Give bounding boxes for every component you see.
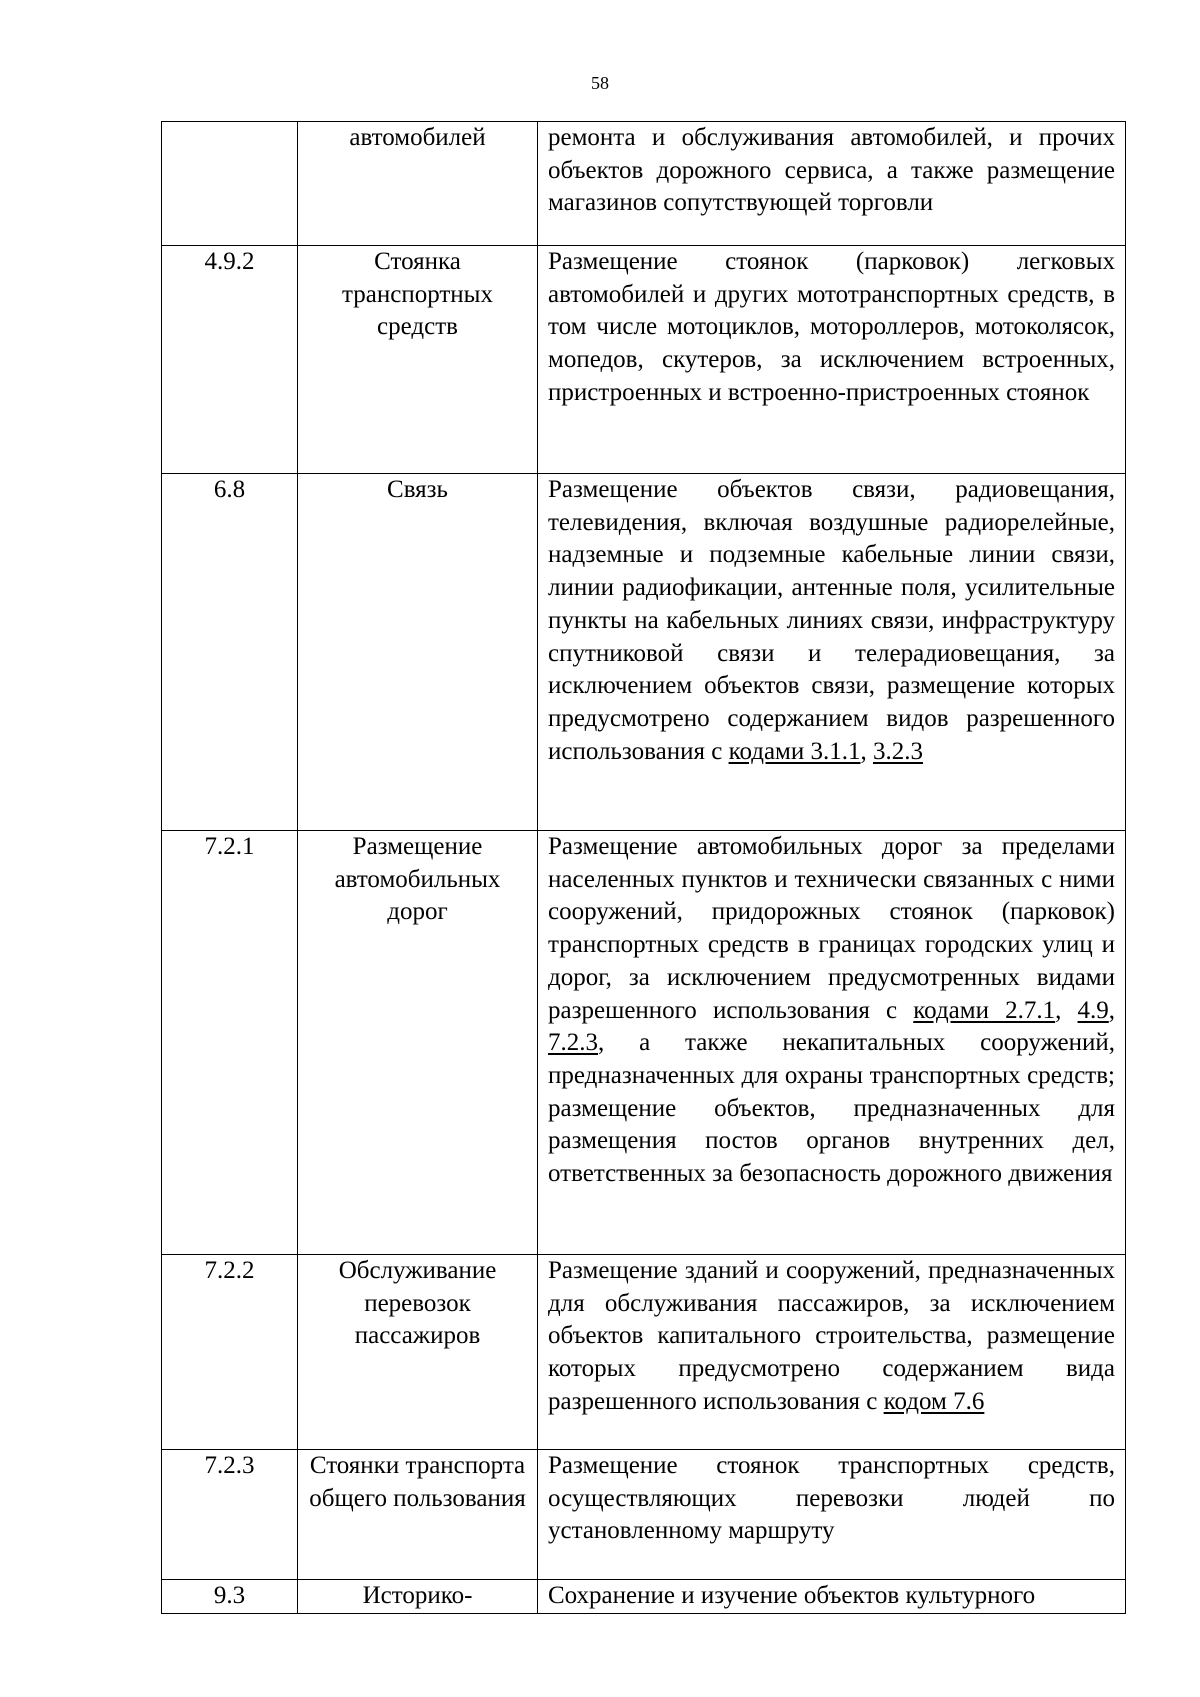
- table-row: [162, 1580, 1126, 1614]
- description-cell: Размещение стоянок (парковок) легковых автомобилей и других мототранспортных средств, в том числе мотоциклов, мотороллеров, мотоколясок, мопедов, скутеров, за исключением встроенных, пристроенных и встроенно-пристроенных стоянок: [538, 246, 1126, 474]
- code-reference-link[interactable]: кодом 7.6: [883, 1387, 985, 1415]
- table-row: [162, 474, 1126, 831]
- name-cell: Историко-: [298, 1580, 538, 1614]
- code-reference-link[interactable]: 7.2.3: [548, 1029, 598, 1057]
- description-cell: Размещение стоянок транспортных средств, осуществляющих перевозки людей по установленному маршруту: [538, 1450, 1126, 1580]
- table-row: [162, 122, 1126, 246]
- description-cell: [538, 474, 1126, 831]
- name-cell: Связь: [298, 474, 538, 831]
- name-cell: Стоянка транспортных средств: [298, 246, 538, 474]
- code-reference-link[interactable]: 3.2.3: [872, 737, 923, 765]
- table-row: [162, 1255, 1126, 1450]
- code-cell: 4.9.2: [162, 246, 298, 474]
- description-separator: ,: [1055, 996, 1078, 1024]
- code-cell: 6.8: [162, 474, 298, 831]
- description-text: , а также некапитальных сооружений, предназначенных для охраны транспортных средств; размещение объектов, предназначенных для размещения постов органов внутренних дел, ответственных за безопасность дорожного движения: [548, 1029, 1115, 1188]
- code-cell: 9.3: [162, 1580, 298, 1614]
- description-cell: [538, 831, 1126, 1255]
- description-cell: [538, 1255, 1126, 1450]
- code-cell: 7.2.3: [162, 1450, 298, 1580]
- table-row: [162, 831, 1126, 1255]
- land-use-table: [161, 121, 1126, 1614]
- code-reference-link[interactable]: кодами 2.7.1: [913, 996, 1056, 1024]
- table-row: [162, 246, 1126, 474]
- name-cell: Обслуживание перевозок пассажиров: [298, 1255, 538, 1450]
- name-cell: Стоянки транспорта общего пользования: [298, 1450, 538, 1580]
- description-text: Размещение автомобильных дорог за пределами населенных пунктов и технически связанных с ними сооружений, придорожных стоянок (парковок) транспортных средств в границах городских улиц и дорог, за исключением предусмотренных видами разрешенного использования с: [548, 833, 1115, 1024]
- table-row: [162, 1450, 1126, 1580]
- description-text: Размещение объектов связи, радиовещания, телевидения, включая воздушные радиорелейные, надземные и подземные кабельные линии связи, линии радиофикации, антенные поля, усилительные пункты на кабельных линиях связи, инфраструктуру спутниковой связи и телерадиовещания, за исключением объектов связи, размещение которых предусмотрено содержанием видов разрешенного использования с: [548, 476, 1115, 765]
- description-cell: ремонта и обслуживания автомобилей, и прочих объектов дорожного сервиса, а также размещение магазинов сопутствующей торговли: [538, 122, 1126, 246]
- code-reference-link[interactable]: кодами 3.1.1: [728, 737, 861, 765]
- description-cell: Сохранение и изучение объектов культурного: [538, 1580, 1126, 1614]
- code-cell: 7.2.1: [162, 831, 298, 1255]
- code-cell: [162, 122, 298, 246]
- name-cell: Размещение автомобильных дорог: [298, 831, 538, 1255]
- page-number: 58: [591, 73, 609, 93]
- code-reference-link[interactable]: 4.9: [1077, 996, 1109, 1024]
- name-cell: автомобилей: [298, 122, 538, 246]
- description-separator: ,: [1108, 996, 1116, 1024]
- description-separator: ,: [860, 737, 873, 765]
- code-cell: 7.2.2: [162, 1255, 298, 1450]
- description-text: Размещение зданий и сооружений, предназначенных для обслуживания пассажиров, за исключением объектов капитального строительства, размещение которых предусмотрено содержанием вида разрешенного использования с: [548, 1257, 1115, 1415]
